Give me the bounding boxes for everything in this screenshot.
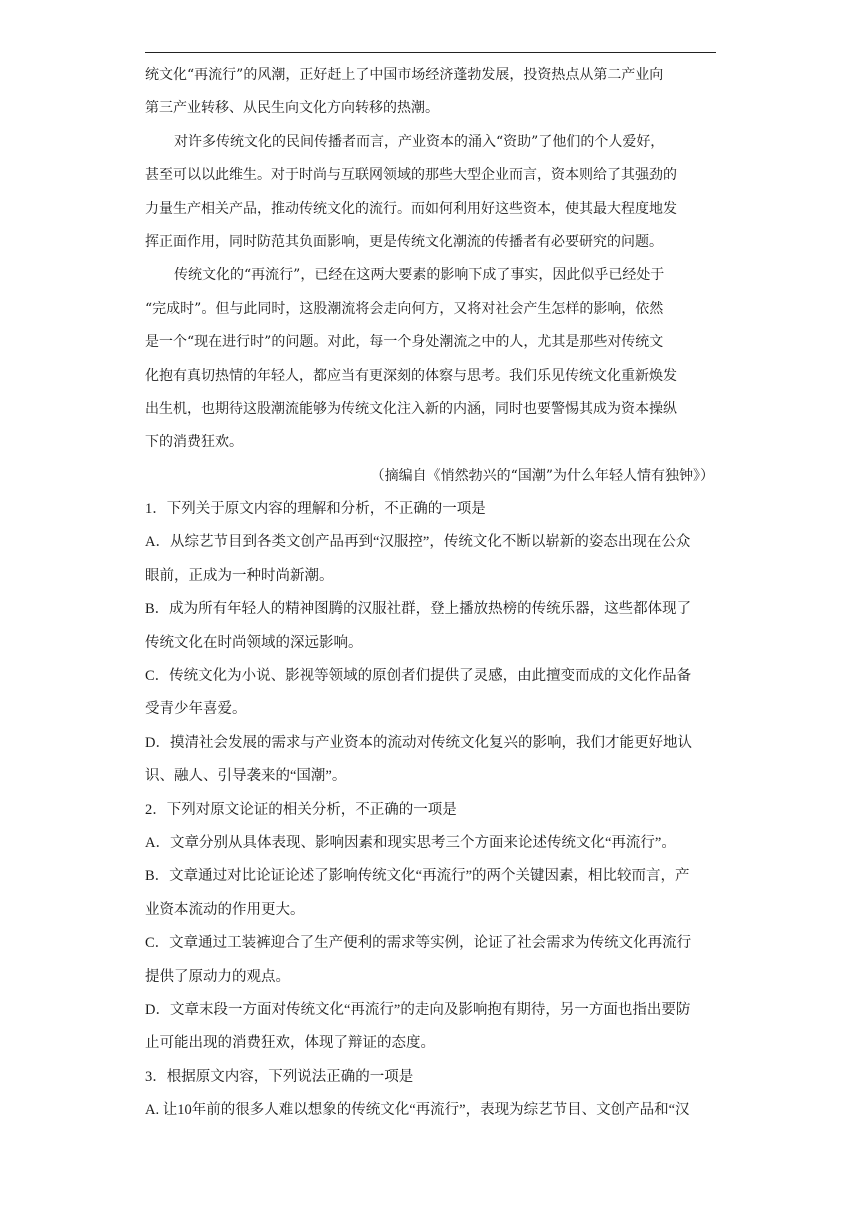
passage-line: 挥正面作用，同时防范其负面影响，更是传统文化潮流的传播者有必要研究的问题。	[145, 233, 663, 250]
q1-option-c-cont: 受青少年喜爱。	[145, 701, 247, 718]
q1-option-d-cont: 识、融人、引导袭来的“国潮”。	[145, 768, 347, 785]
q1-option-b-cont: 传统文化在时尚领域的深远影响。	[145, 634, 363, 651]
question-2-stem: 2．下列对原文论证的相关分析，不正确的一项是	[145, 801, 457, 818]
passage-line: 甚至可以以此维生。对于时尚与互联网领域的那些大型企业而言，资本则给了其强劲的	[145, 167, 677, 184]
q1-option-a: A．从综艺节目到各类文创产品再到“汉服控”，传统文化不断以崭新的姿态出现在公众	[145, 534, 691, 551]
passage-line: 对许多传统文化的民间传播者而言，产业资本的涌入“资助”了他们的个人爱好，	[174, 133, 665, 150]
question-1-stem: 1．下列关于原文内容的理解和分析，不正确的一项是	[145, 501, 486, 518]
passage-line: “完成时”。但与此同时，这股潮流将会走向何方，又将对社会产生怎样的影响，依然	[145, 300, 664, 317]
q2-option-c-cont: 提供了原动力的观点。	[145, 968, 290, 985]
source-citation: （摘编自《悄然勃兴的“国潮”为什么年轻人情有独钟》）	[370, 467, 714, 484]
passage-line: 第三产业转移、从民生向文化方向转移的热潮。	[145, 100, 439, 117]
q1-option-c: C．传统文化为小说、影视等领域的原创者们提供了灵感，由此擅变而成的文化作品备	[145, 668, 692, 685]
q2-option-a: A．文章分别从具体表现、影响因素和现实思考三个方面来论述传统文化“再流行”。	[145, 834, 676, 851]
passage-line: 统文化“再流行”的风潮，正好赶上了中国市场经济蓬勃发展，投资热点从第二产业向	[145, 67, 664, 83]
passage-line: 是一个“现在进行时”的问题。对此，每一个身处潮流之中的人，尤其是那些对传统文	[145, 334, 664, 351]
passage-line: 力量生产相关产品，推动传统文化的流行。而如何利用好这些资本，使其最大程度地发	[145, 200, 677, 217]
passage-line: 传统文化的“再流行”，已经在这两大要素的影响下成了事实，因此似乎已经处于	[174, 267, 665, 284]
q1-option-b: B．成为所有年轻人的精神图腾的汉服社群，登上播放热榜的传统乐器，这些都体现了	[145, 601, 692, 618]
q1-option-a-cont: 眼前，正成为一种时尚新潮。	[145, 567, 334, 584]
passage-line: 出生机，也期待这股潮流能够为传统文化注入新的内涵，同时也要警惕其成为资本操纵	[145, 400, 677, 417]
header-rule	[145, 52, 716, 53]
question-3-stem: 3．根据原文内容，下列说法正确的一项是	[145, 1068, 414, 1085]
q2-option-d-cont: 止可能出现的消费狂欢，体现了辩证的态度。	[145, 1035, 435, 1052]
passage-line: 化抱有真切热情的年轻人，都应当有更深刻的体察与思考。我们乐见传统文化重新焕发	[145, 367, 677, 384]
q1-option-d: D．摸清社会发展的需求与产业资本的流动对传统文化复兴的影响，我们才能更好地认	[145, 734, 692, 751]
q2-option-b-cont: 业资本流动的作用更大。	[145, 901, 305, 918]
q2-option-c: C．文章通过工装裤迎合了生产便利的需求等实例，论证了社会需求为传统文化再流行	[145, 935, 692, 952]
document-body	[145, 64, 716, 1133]
q2-option-d: D．文章末段一方面对传统文化“再流行”的走向及影响抱有期待，另一方面也指出要防	[145, 1001, 691, 1018]
passage-line: 下的消费狂欢。	[145, 434, 243, 451]
q2-option-b: B．文章通过对比论证论述了影响传统文化“再流行”的两个关键因素，相比较而言，产	[145, 868, 690, 885]
q3-option-a: A. 让10年前的很多人难以想象的传统文化“再流行”，表现为综艺节目、文创产品和“汉	[145, 1102, 690, 1119]
